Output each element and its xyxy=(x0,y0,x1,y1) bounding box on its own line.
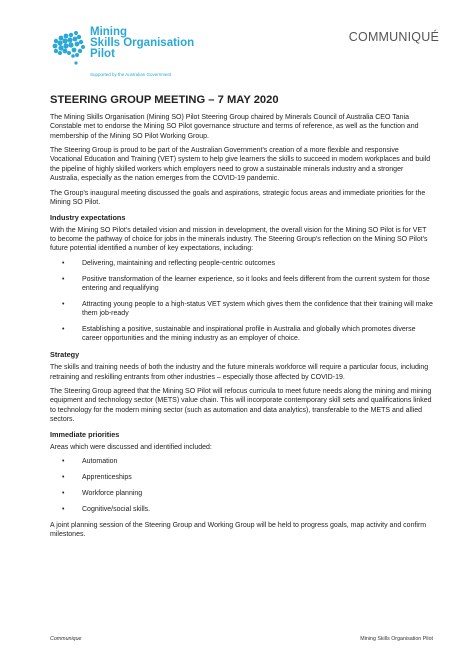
document-body xyxy=(50,94,433,545)
logo-wordmark xyxy=(90,27,194,60)
bullet-item: • Automation xyxy=(50,457,433,466)
australia-map-icon xyxy=(50,27,88,67)
bullet-item: • Workforce planning xyxy=(50,489,433,498)
intro-paragraph: The Mining Skills Organisation (Mining SO) Pilot Steering Group chaired by Minerals Council of Australia CEO Tania Constable met to endorse the Mining SO Pilot governance structure and terms of reference, as well as the function and membership of the Mining SO Pilot Working Group. xyxy=(50,114,419,140)
industry-paragraph: With the Mining SO Pilot's detailed vision and mission in development, the overall vision for the Mining SO Pilot is for VET to become the pathway of choice for jobs in the minerals industry. The Steering Group's reflection on the Mining SO Pilot's future potential identified a number of key expectations, including: xyxy=(50,226,428,253)
bullet-item: • Attracting young people to a high-status VET system which gives them the confidence that their training will make them job-ready xyxy=(50,300,433,319)
bullet-item: • Establishing a positive, sustainable and inspirational profile in Australia and globally which promotes diverse career opportunities and the mining industry as an employer of choice. xyxy=(50,325,433,344)
mining-so-logo xyxy=(50,27,215,79)
footer-right: Mining Skills Organisation Pilot xyxy=(360,636,433,642)
intro-paragraph: The Group's inaugural meeting discussed the goals and aspirations, strategic focus areas and immediate priorities for the Mining SO Pilot. xyxy=(50,189,426,206)
strategy-paragraph: The skills and training needs of both the industry and the future minerals workforce will require a particular focus, including retraining and reskilling entrants from other industries – especially those affected by COVID-19. xyxy=(50,364,429,381)
closing-paragraph: A joint planning session of the Steering Group and Working Group will be held to progress goals, map activity and confirm milestones. xyxy=(50,521,427,539)
page-title: STEERING GROUP MEETING – 7 MAY 2020 xyxy=(50,94,279,106)
section-heading-strategy: Strategy xyxy=(50,350,80,360)
priorities-bullet-list xyxy=(50,457,433,514)
section-heading-industry: Industry expectations xyxy=(50,212,126,222)
section-heading-priorities: Immediate priorities xyxy=(50,429,120,439)
intro-paragraph: The Steering Group is proud to be part of the Australian Government's creation of a more flexible and responsive Vocational Education and Training (VET) system to help give learners the skills to succeed in modern workplaces and build the pipeline of highly skilled workers which employers need to grow a sustainable minerals industry and a stronger Australia, especially as the nation emerges from the COVID-19 pandemic. xyxy=(50,147,431,183)
communique-label: COMMUNIQUÉ xyxy=(348,30,439,44)
industry-bullet-list xyxy=(50,259,433,344)
footer-left: Communique xyxy=(50,636,82,642)
priorities-paragraph: Areas which were discussed and identified included: xyxy=(50,443,212,451)
logo-line: Skills Organisation xyxy=(90,37,195,49)
bullet-item: • Cognitive/social skills. xyxy=(50,505,433,514)
logo-line: Mining xyxy=(90,26,128,38)
bullet-item: • Apprenticeships xyxy=(50,473,433,482)
strategy-paragraph: The Steering Group agreed that the Mining SO Pilot will refocus curricula to meet future needs along the mining and mining equipment and technology sector (METS) value chain. This will incorporate contemporary skill sets and qualifications linked to technology for the modern mining sector (such as automation and data analytics), transferable to the METS and allied sectors. xyxy=(50,388,432,423)
logo-tagline: Supported by the Australian Government xyxy=(90,72,172,77)
bullet-item: • Positive transformation of the learner experience, so it looks and feels different from the current system for those entering and requalifying xyxy=(50,275,433,294)
bullet-item: • Delivering, maintaining and reflecting people-centric outcomes xyxy=(50,259,433,268)
logo-line: Pilot xyxy=(90,48,115,60)
